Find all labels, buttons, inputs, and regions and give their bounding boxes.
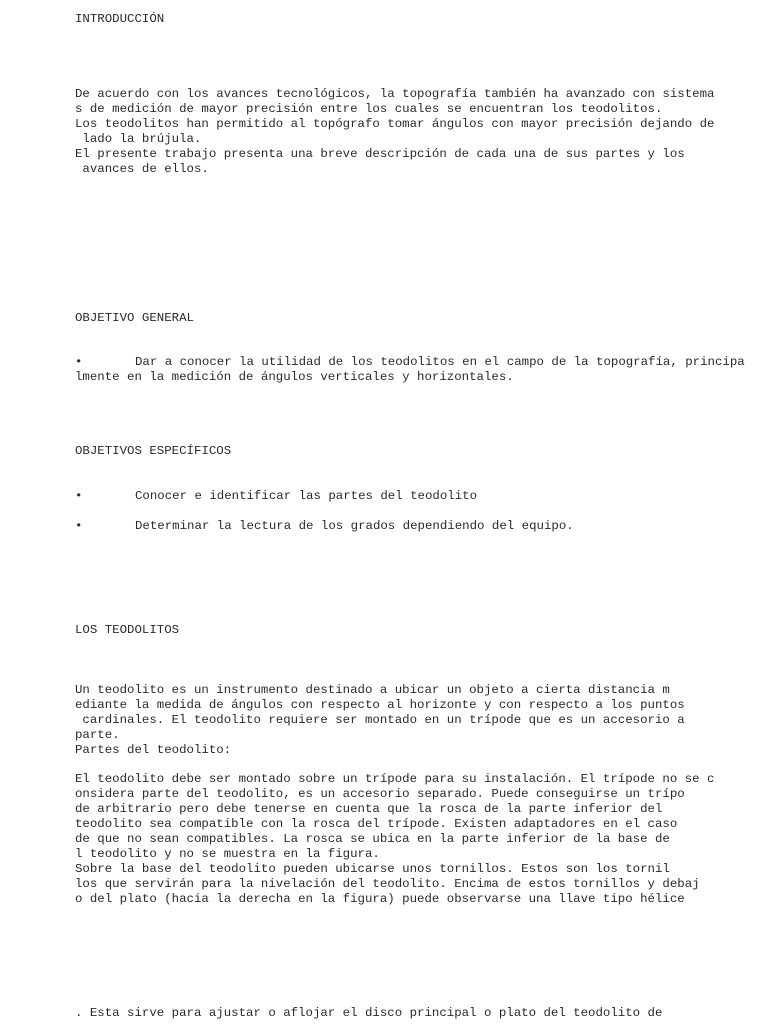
teodolitos-line: teodolito sea compatible con la rosca del trípode. Existen adaptadores en el caso: [75, 817, 678, 831]
teodolitos-line: l teodolito y no se muestra en la figura.: [75, 847, 380, 861]
intro-line: Los teodolitos han permitido al topógrafo tomar ángulos con mayor precisión dejando de: [75, 117, 715, 131]
objetivo-especifico-text: Determinar la lectura de los grados dependiendo del equipo.: [135, 519, 574, 533]
bullet-marker: •: [75, 355, 83, 369]
teodolitos-line: onsidera parte del teodolito, es un accesorio separado. Puede conseguirse un trípo: [75, 787, 685, 801]
teodolitos-line: El teodolito debe ser montado sobre un trípode para su instalación. El trípode no se c: [75, 772, 715, 786]
objetivo-especifico-text: Conocer e identificar las partes del teodolito: [135, 489, 478, 503]
teodolitos-subheading: Partes del teodolito:: [75, 743, 232, 757]
objetivo-general-heading: OBJETIVO GENERAL: [75, 311, 194, 325]
teodolitos-paragraph-b: [75, 772, 765, 907]
teodolitos-line: los que servirán para la nivelación del teodolito. Encima de estos tornillos y debaj: [75, 877, 700, 891]
bullet-marker: •: [75, 489, 83, 503]
intro-line: lado la brújula.: [75, 132, 202, 146]
objetivos-especificos-item: [75, 519, 765, 534]
objetivo-general-text: Dar a conocer la utilidad de los teodolitos en el campo de la topografía, principa: [135, 355, 745, 369]
bullet-marker: •: [75, 519, 83, 533]
intro-line: El presente trabajo presenta una breve descripción de cada una de sus partes y los: [75, 147, 685, 161]
intro-paragraph: [75, 87, 765, 177]
objetivo-general-heading-block: [75, 311, 765, 326]
teodolitos-last-line-block: [75, 1006, 765, 1021]
intro-line: De acuerdo con los avances tecnológicos, la topografía también ha avanzado con sistema: [75, 87, 715, 101]
teodolitos-line: o del plato (hacia la derecha en la figura) puede observarse una llave tipo hélice: [75, 892, 685, 906]
objetivos-especificos-item: [75, 489, 765, 504]
teodolitos-line: Un teodolito es un instrumento destinado a ubicar un objeto a cierta distancia m: [75, 683, 670, 697]
teodolitos-line: ediante la medida de ángulos con respecto al horizonte y con respecto a los puntos: [75, 698, 685, 712]
teodolitos-line: parte.: [75, 728, 120, 742]
objetivo-general-text: lmente en la medición de ángulos verticales y horizontales.: [75, 370, 514, 384]
teodolitos-paragraph-a: [75, 683, 765, 758]
teodolitos-line: cardinales. El teodolito requiere ser montado en un trípode que es un accesorio a: [75, 713, 685, 727]
teodolitos-line: de que no sean compatibles. La rosca se ubica en la parte inferior de la base de: [75, 832, 670, 846]
teodolitos-heading-block: [75, 623, 765, 638]
teodolitos-line: Sobre la base del teodolito pueden ubicarse unos tornillos. Estos son los tornil: [75, 862, 670, 876]
intro-line: s de medición de mayor precisión entre los cuales se encuentran los teodolitos.: [75, 102, 663, 116]
teodolitos-line: . Esta sirve para ajustar o aflojar el disco principal o plato del teodolito de: [75, 1006, 663, 1020]
intro-heading: INTRODUCCIÓN: [75, 12, 165, 26]
objetivos-especificos-heading-block: [75, 444, 765, 459]
teodolitos-heading: LOS TEODOLITOS: [75, 623, 180, 637]
objetivo-general-bullet: [75, 355, 765, 385]
intro-line: avances de ellos.: [75, 162, 209, 176]
intro-heading-block: [75, 12, 765, 27]
teodolitos-line: de arbitrario pero debe tenerse en cuenta que la rosca de la parte inferior del: [75, 802, 663, 816]
objetivos-especificos-heading: OBJETIVOS ESPECÍFICOS: [75, 444, 232, 458]
